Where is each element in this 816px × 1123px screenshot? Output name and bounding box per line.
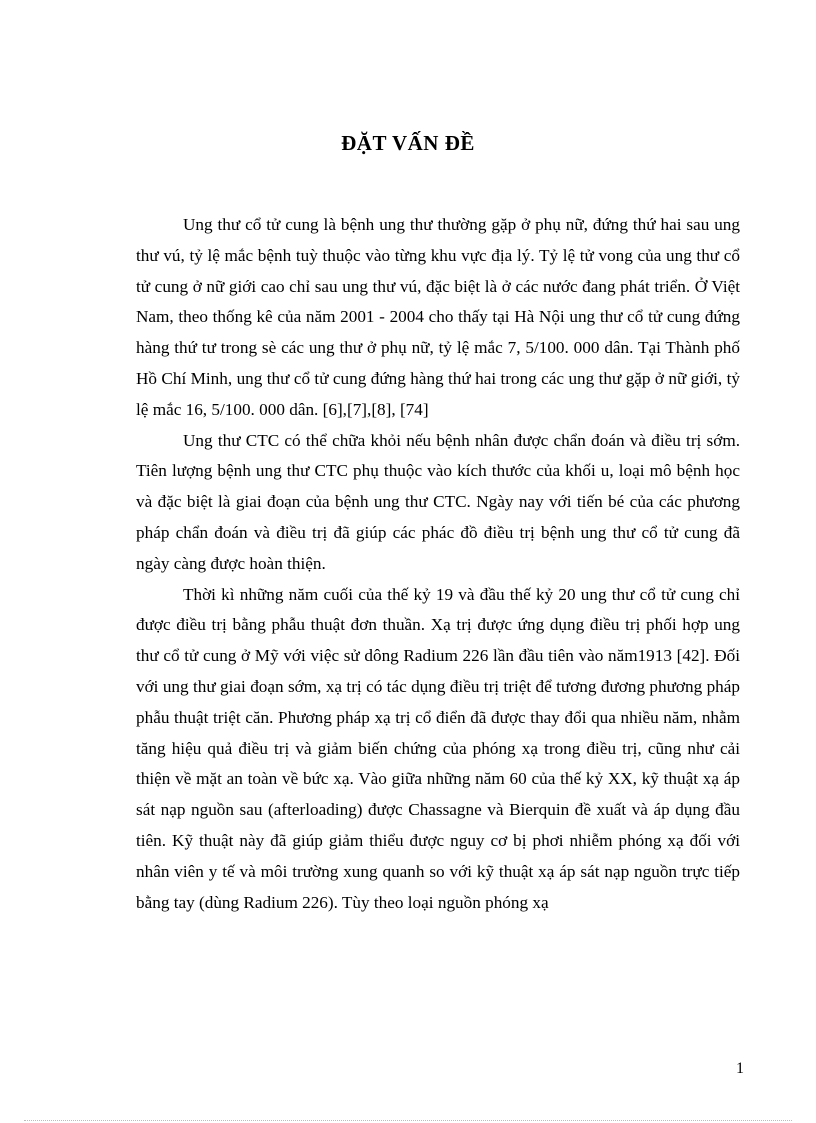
paragraph-1: Ung thư cổ tử cung là bệnh ung thư thường gặp ở phụ nữ, đứng thứ hai sau ung thư vú, tỷ lệ mắc bệnh tuỳ thuộc vào từng khu vực địa lý. Tỷ lệ tử vong của ung thư cổ tử cung ở nữ giới cao chỉ sau ung thư vú, đặc biệt là ở các nước đang phát triển. Ở Việt Nam, theo thống kê của năm 2001 - 2004 cho thấy tại Hà Nội ung thư cổ tử cung đứng hàng thứ tư trong sè các ung thư ở phụ nữ, tỷ lệ mắc 7, 5/100. 000 dân. Tại Thành phố Hồ Chí Minh, ung thư cổ tử cung đứng hàng thứ hai trong các ung thư gặp ở nữ giới, tỷ lệ mắc 16, 5/100. 000 dân. [6],[7],[8], [74] — [136, 215, 740, 419]
page-number: 1 — [736, 1060, 744, 1077]
paragraph-2: Ung thư CTC có thể chữa khỏi nếu bệnh nhân được chẩn đoán và điều trị sớm. Tiên lượng bệnh ung thư CTC phụ thuộc vào kích thước của khối u, loại mô bệnh học và đặc biệt là giai đoạn của bệnh ung thư CTC. Ngày nay với tiến bé của các phương pháp chẩn đoán và điều trị đã giúp các phác đồ điều trị bệnh ung thư cổ tử cung đã ngày càng được hoàn thiện. — [136, 430, 740, 573]
page-title: ĐẶT VẤN ĐỀ — [341, 131, 475, 155]
paragraph-3: Thời kì những năm cuối của thế kỷ 19 và đầu thế kỷ 20 ung thư cổ tử cung chỉ được điều trị bằng phẫu thuật đơn thuần. Xạ trị được ứng dụng điều trị phối hợp ung thư cổ tử cung ở Mỹ với việc sử dông Radium 226 lần đầu tiên vào năm1913 [42]. Đối với ung thư giai đoạn sớm, xạ trị có tác dụng điều trị triệt để tương đương phương pháp phẫu thuật triệt căn. Phương pháp xạ trị cổ điển đã được thay đổi qua nhiều năm, nhằm tăng hiệu quả điều trị và giảm biến chứng của phóng xạ trong điều trị, cũng như cải thiện về mặt an toàn về bức xạ. Vào giữa những năm 60 của thế kỷ XX, kỹ thuật xạ áp sát nạp nguồn sau (afterloading) được Chassagne và Bierquin đề xuất và áp dụng đầu tiên. Kỹ thuật này đã giúp giảm thiểu được nguy cơ bị phơi nhiễm phóng xạ đối với nhân viên y tế và môi trường xung quanh so với kỹ thuật xạ áp sát nạp nguồn trực tiếp bằng tay (dùng Radium 226). Tùy theo loại nguồn phóng xạ — [136, 584, 740, 912]
page-bottom-border — [24, 1120, 792, 1121]
body-text — [136, 210, 740, 918]
